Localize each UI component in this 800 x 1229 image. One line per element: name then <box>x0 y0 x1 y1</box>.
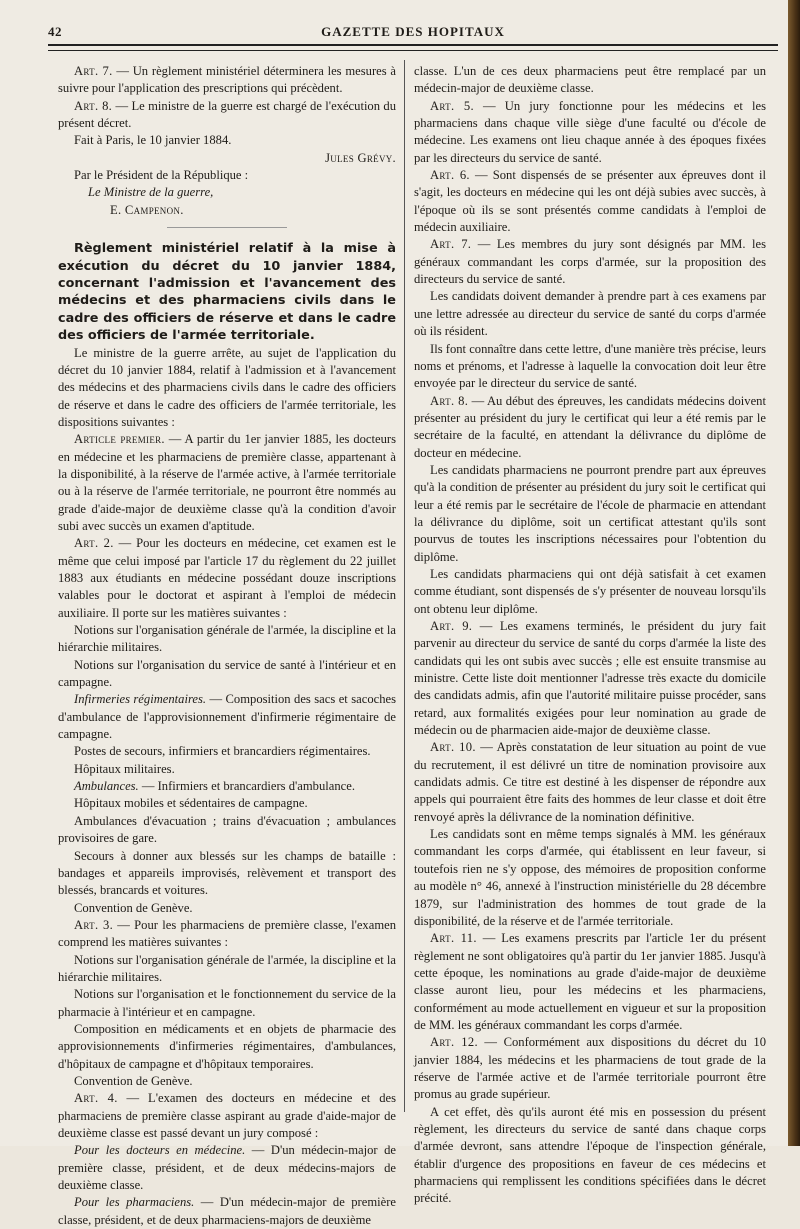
header-rule-thin <box>48 50 778 51</box>
body-paragraph: A cet effet, dès qu'ils auront été mis en possession du présent règlement, les directeurs du service de santé dans chaque corps d'armée devront, sans attendre l'époque de l'inspection générale, établir d'urgence des propositions en faveur de ces médecins et pharmaciens qui remplissent les conditions spécifiées dans le décret précité. <box>414 1104 766 1206</box>
list-item: Infirmeries régimentaires. — Composition des sacs et sacoches d'ambulance de l'approvisionnement d'infirmerie régimentaire de campagne. <box>58 692 396 742</box>
list-item: Convention de Genève. <box>74 900 193 915</box>
article-12-paragraph: Art. 12. — Conformément aux dispositions du décret du 10 janvier 1884, les médecins et les pharmaciens de tout grade de la réserve de l'armée active et de l'armée territoriale pourront être promus au grade supérieur. <box>414 1035 766 1102</box>
column-divider <box>404 60 405 1112</box>
list-item: Ambulances d'évacuation ; trains d'évacuation ; ambulances provisoires de gare. <box>58 813 396 846</box>
article-4-paragraph: Art. 4. — L'examen des docteurs en médecine et des pharmaciens de première classe aspirant au grade d'aide-major de deuxième classe est passé devant un jury composé : <box>58 1091 396 1140</box>
decree-date: Fait à Paris, le 10 janvier 1884. <box>74 133 232 148</box>
minister-title: Le Ministre de la guerre, <box>88 185 214 200</box>
article-8-paragraph: Art. 8. — Au début des épreuves, les candidats médecins doivent présenter au président du jury le certificat qui leur a été remis par le secrétaire de la faculté, en attendant la délivrance du diplôme de docteur en médecine. <box>414 393 766 460</box>
regulation-headline: Règlement ministériel relatif à la mise à exécution du décret du 10 janvier 1884, concernant l'admission et l'avancement des médecins et des pharmaciens civils dans le cadre des officiers de réserve et dans le cadre des officiers de l'armée territoriale. <box>58 241 396 344</box>
book-binding-edge <box>788 0 800 1146</box>
article-7-paragraph: Art. 7. — Un règlement ministériel déterminera les mesures à suivre pour l'application des prescriptions qui précèdent. <box>58 64 396 96</box>
article-5-paragraph: Art. 5. — Un jury fonctionne pour les médecins et les pharmaciens dans chaque ville siège d'une faculté ou d'école de médecine. Les examens ont lieu chaque année à des époques fixées par les directeurs du service de santé. <box>414 98 766 165</box>
body-paragraph: Les candidats pharmaciens ne pourront prendre part aux épreuves qu'à la condition de présenter au président du jury soit le certificat qui leur a été remis par le secrétaire de l'école de pharmacie en attendant la délivrance du diplôme, soit un certificat attestant qu'ils sont pourvus de toutes les inscriptions nécessaires pour l'obtention du diplôme. <box>414 462 766 564</box>
right-column <box>414 63 766 1208</box>
signature-president: Jules Grévy. <box>325 150 396 165</box>
list-item: Hôpitaux militaires. <box>74 761 175 776</box>
list-item: Composition en médicaments et en objets de pharmacie des approvisionnements d'infirmeries régimentaires, d'ambulances, d'hôpitaux de campagne et d'hôpitaux temporaires. <box>58 1021 396 1071</box>
article-6-paragraph: Art. 6. — Sont dispensés de se présenter aux épreuves dont il s'agit, les docteurs en médecine qui les ont déjà subies avec succès, à l'époque où ils se sont présentés comme candidats à l'emploi de médecin auxiliaire. <box>414 168 766 235</box>
body-paragraph: Ils font connaître dans cette lettre, d'une manière très précise, leurs noms et prénoms, et l'adresse à laquelle la convocation doit leur être envoyée par le directeur du service de santé. <box>414 341 766 391</box>
list-item: Notions sur l'organisation générale de l'armée, la discipline et la hiérarchie militaires. <box>58 623 396 655</box>
article-2-paragraph: Art. 2. — Pour les docteurs en médecine, cet examen est le même que celui imposé par l'article 17 du règlement du 22 juillet 1883 aux étudiants en médecine possédant douze inscriptions valables pour le doctorat et aspirant à l'emploi de médecin auxiliaire. Il porte sur les matières suivantes : <box>58 536 396 620</box>
signature-minister: E. Campenon. <box>110 202 184 217</box>
list-item: Hôpitaux mobiles et sédentaires de campagne. <box>74 796 308 811</box>
list-item: Notions sur l'organisation et le fonctionnement du service de la pharmacie à l'intérieur et en campagne. <box>58 987 396 1019</box>
body-paragraph: Les candidats doivent demander à prendre part à ces examens par une lettre adressée au directeur du service de santé du corps d'armée où ils résident. <box>414 289 766 339</box>
left-column <box>58 63 396 1229</box>
list-item: Secours à donner aux blessés sur les champs de bataille : bandages et appareils improvisés, relèvement et transport des blessés, brancards et voitures. <box>58 848 396 898</box>
article-3-paragraph: Art. 3. — Pour les pharmaciens de première classe, l'examen comprend les matières suivantes : <box>58 917 396 950</box>
article-10-paragraph: Art. 10. — Après constatation de leur situation au point de vue du recrutement, il est délivré un titre de nomination provisoire aux candidats admis. Ce titre est destiné à les dispenser de répondre aux appels qui pourraient être faits des hommes de leur classe et doit être renvoyé après la délivrance de la nomination définitive. <box>414 740 766 824</box>
list-item: Postes de secours, infirmiers et brancardiers régimentaires. <box>74 744 371 759</box>
page-number: 42 <box>48 24 62 39</box>
article-11-paragraph: Art. 11. — Les examens prescrits par l'article 1er du présent règlement ne sont obligatoires qu'à partir du 1er janvier 1885. Jusqu'à cette époque, les nominations au grade d'aide-major de deuxième classe auront lieu, pour les médecins et les pharmaciens, conformément au mode actuellement en vigueur et sur la proposition de MM. les généraux commandant les corps d'armée. <box>414 931 767 1032</box>
body-paragraph: Les candidats pharmaciens qui ont déjà satisfait à cet examen comme étudiant, sont dispensés de s'y présenter de nouveau lorsqu'ils ont obtenu leur diplôme. <box>414 566 766 616</box>
jury-pharmacists: Pour les pharmaciens. — D'un médecin-major de première classe, président, et de deux pharmaciens-majors de deuxième <box>58 1195 397 1227</box>
page-header <box>48 22 778 42</box>
by-the-president: Par le Président de la République : <box>74 168 249 183</box>
continued-paragraph: classe. L'un de ces deux pharmaciens peut être remplacé par un médecin-major de deuxième classe. <box>414 64 766 96</box>
section-separator <box>167 227 287 228</box>
jury-doctors: Pour les docteurs en médecine. — D'un médecin-major de première classe, président, et de deux médecins-majors de deuxième classe. <box>58 1143 396 1193</box>
article-1-paragraph: Article premier. — A partir du 1er janvier 1885, les docteurs en médecine et les pharmaciens de première classe, appartenant à la disponibilité, à la réserve de l'armée active, à l'armée territoriale ou à la réserve de l'armée territoriale, ne pourront être nommés au grade d'aide-major de deuxième classe qu'à la condition d'avoir subi avec succès un examen d'aptitude. <box>58 432 396 533</box>
article-8-paragraph: Art. 8. — Le ministre de la guerre est chargé de l'exécution du présent décret. <box>58 98 396 131</box>
article-9-paragraph: Art. 9. — Les examens terminés, le président du jury fait parvenir au directeur du service de santé du corps d'armée la liste des candidats qui les ont subis avec succès ; elle est ensuite transmise au ministre. Cette liste doit mentionner l'adresse très exacte du domicile des candidats admis, afin que l'autorité militaire puisse procéder, sans retard, aux formalités exigées pour leur nomination au grade de médecin ou de pharmacien aide-major de deuxième classe. <box>414 619 766 738</box>
list-item: Convention de Genève. <box>74 1073 193 1088</box>
list-item: Ambulances. — Infirmiers et brancardiers d'ambulance. <box>74 779 355 794</box>
journal-title: GAZETTE DES HOPITAUX <box>321 24 505 39</box>
list-item: Notions sur l'organisation du service de santé à l'intérieur et en campagne. <box>58 657 396 690</box>
body-paragraph: Les candidats sont en même temps signalés à MM. les généraux commandant les corps d'armée, qui établissent en leur faveur, si toutefois rien ne s'y oppose, des mémoires de proposition conforme au modèle n° 46, annexé à l'instruction ministérielle du 28 décembre 1879, sur l'administration des hommes de tout grade de la disponibilité, de la réserve et de l'armée territoriale. <box>414 827 766 928</box>
header-rule-thick <box>48 44 778 46</box>
article-7-paragraph: Art. 7. — Les membres du jury sont désignés par MM. les généraux commandant les corps d'armée, sur la proposition des directeurs du service de santé. <box>414 237 766 287</box>
regulation-intro: Le ministre de la guerre arrête, au sujet de l'application du décret du 10 janvier 1884, relatif à l'admission et à l'avancement des médecins et des pharmaciens civils dans le cadre des officiers de réserve et dans le cadre des officiers de l'armée territoriale, les dispositions suivantes : <box>58 345 396 429</box>
list-item: Notions sur l'organisation générale de l'armée, la discipline et la hiérarchie militaires. <box>58 952 396 984</box>
